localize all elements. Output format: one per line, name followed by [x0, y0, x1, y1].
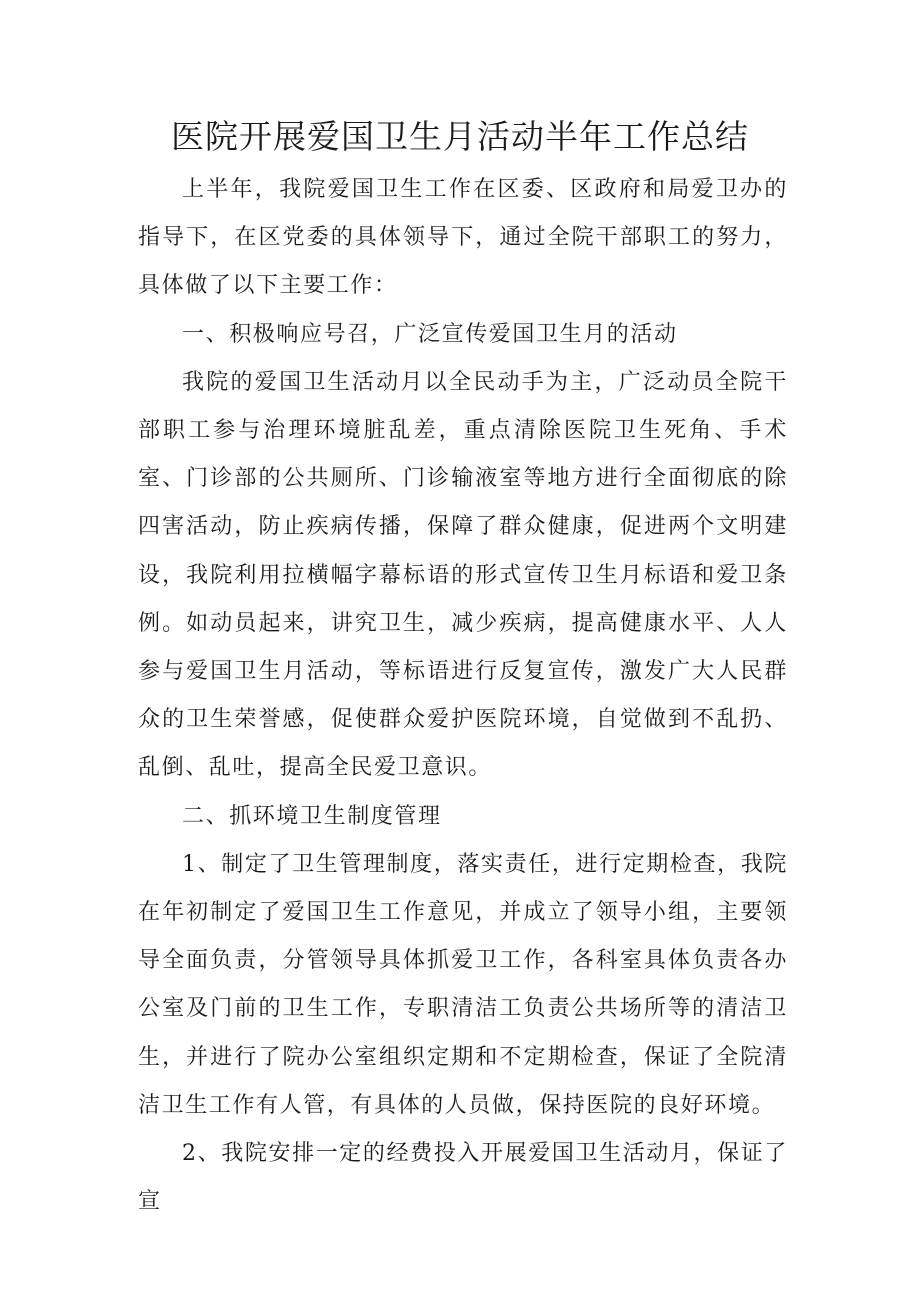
document-title: 医院开展爱国卫生月活动半年工作总结	[171, 117, 749, 156]
section-heading-2: 二、抓环境卫生制度管理	[182, 803, 442, 829]
paragraph-item-2: 2、我院安排一定的经费投入开展爱国卫生活动月，保证了宣	[138, 1141, 788, 1215]
paragraph-item-1: 1、制定了卫生管理制度，落实责任，进行定期检查，我院在年初制定了爱国卫生工作意见，并成立了领导小组，主要领导全面负责，分管领导具体抓爱卫工作，各科室具体负责各办公室及门前的卫生工作，专职清洁工负责公共场所等的清洁卫生，并进行了院办公室组织定期和不定期检查，保证了全院清洁卫生工作有人管，有具体的人员做，保持医院的良好环境。	[138, 851, 788, 1118]
section-heading-1: 一、积极响应号召，广泛宣传爱国卫生月的活动	[182, 321, 678, 347]
paragraph-intro: 上半年，我院爱国卫生工作在区委、区政府和局爱卫办的指导下，在区党委的具体领导下，通过全院干部职工的努力，具体做了以下主要工作：	[138, 177, 788, 299]
paragraph-publicity: 我院的爱国卫生活动月以全民动手为主，广泛动员全院干部职工参与治理环境脏乱差，重点清除医院卫生死角、手术室、门诊部的公共厕所、门诊输液室等地方进行全面彻底的除四害活动，防止疾病传播，保障了群众健康，促进两个文明建设，我院利用拉横幅字幕标语的形式宣传卫生月标语和爱卫条例。如动员起来，讲究卫生，减少疾病，提高健康水平、人人参与爱国卫生月活动，等标语进行反复宣传，激发广大人民群众的卫生荣誉感，促使群众爱护医院环境，自觉做到不乱扔、乱倒、乱吐，提高全民爱卫意识。	[138, 369, 788, 781]
document-body	[138, 166, 788, 1226]
